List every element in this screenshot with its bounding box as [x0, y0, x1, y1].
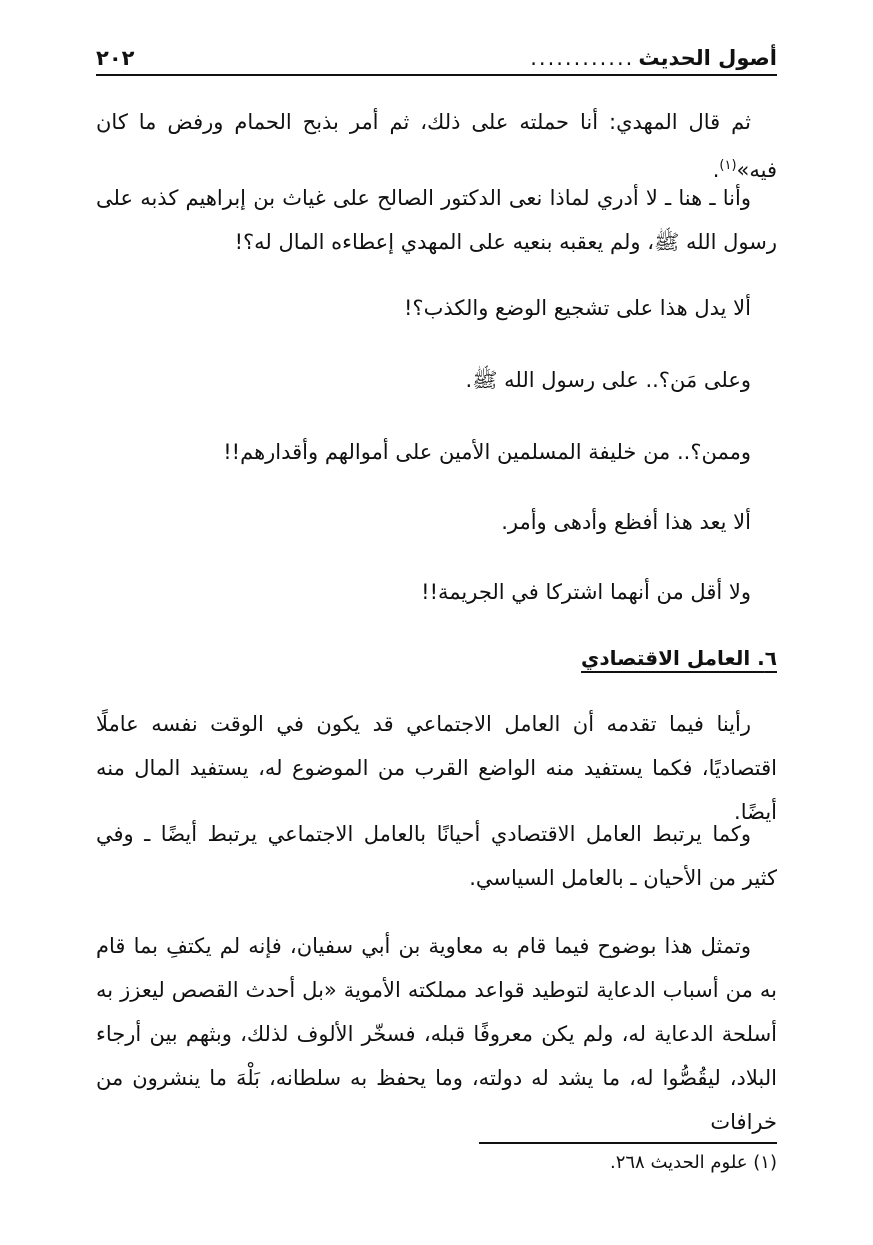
- footnote: (١) علوم الحديث ٢٦٨.: [609, 1152, 777, 1173]
- page-header: [96, 38, 777, 76]
- footnote-separator: [479, 1142, 777, 1144]
- paragraph-question-4: ألا يعد هذا أفظع وأدهى وأمر.: [501, 510, 751, 534]
- paragraph-question-3: وممن؟.. من خليفة المسلمين الأمين على أموالهم وأقدارهم!!: [223, 440, 751, 464]
- header-leader-dots: ............: [530, 46, 635, 70]
- section-heading: ٦. العامل الاقتصادي: [581, 646, 777, 670]
- paragraph-economic-3: وتمثل هذا بوضوح فيما قام به معاوية بن أبي سفيان، فإنه لم يكتفِ بما قام به من أسباب الدعاية لتوطيد قواعد مملكته الأموية «بل أحدث القصص ليعزز به أسلحة الدعاية له، ولم يكن معروفًا قبله، فسخّر الألوف لذلك، وبثهم بين أرجاء البلاد، ليقُصُّوا له، ما يشد له دولته، وما يحفظ به سلطانه، بَلْهَ ما ينشرون من خرافات: [96, 934, 777, 1134]
- running-title: أصول الحديث: [638, 46, 777, 70]
- running-title-group: [530, 46, 777, 70]
- quote-period: .: [712, 158, 720, 182]
- paragraph-question-5: ولا أقل من أنهما اشتركا في الجريمة!!: [421, 580, 751, 604]
- paragraph-commentary: وأنا ـ هنا ـ لا أدري لماذا نعى الدكتور الصالح على غياث بن إبراهيم كذبه على رسول الله ﷺ، ولم يعقبه بنعيه على المهدي إعطاءه المال له؟!: [96, 186, 777, 254]
- page-number: ٢٠٢: [96, 46, 135, 70]
- quote-text: ثم قال المهدي: أنا حملته على ذلك، ثم أمر بذبح الحمام ورفض ما كان فيه»: [96, 110, 777, 182]
- paragraph-question-2: وعلى مَن؟.. على رسول الله ﷺ.: [465, 368, 751, 392]
- paragraph-question-1: ألا يدل هذا على تشجيع الوضع والكذب؟!: [404, 296, 751, 320]
- paragraph-economic-2: وكما يرتبط العامل الاقتصادي أحيانًا بالعامل الاجتماعي يرتبط أيضًا ـ وفي كثير من الأحيان ـ بالعامل السياسي.: [96, 822, 777, 890]
- paragraph-economic-1: رأينا فيما تقدمه أن العامل الاجتماعي قد يكون في الوقت نفسه عاملًا اقتصاديًا، فكما يستفيد منه الواضع القرب من الموضوع له، يستفيد المال منه أيضًا.: [96, 712, 777, 824]
- footnote-ref: (١): [719, 158, 737, 173]
